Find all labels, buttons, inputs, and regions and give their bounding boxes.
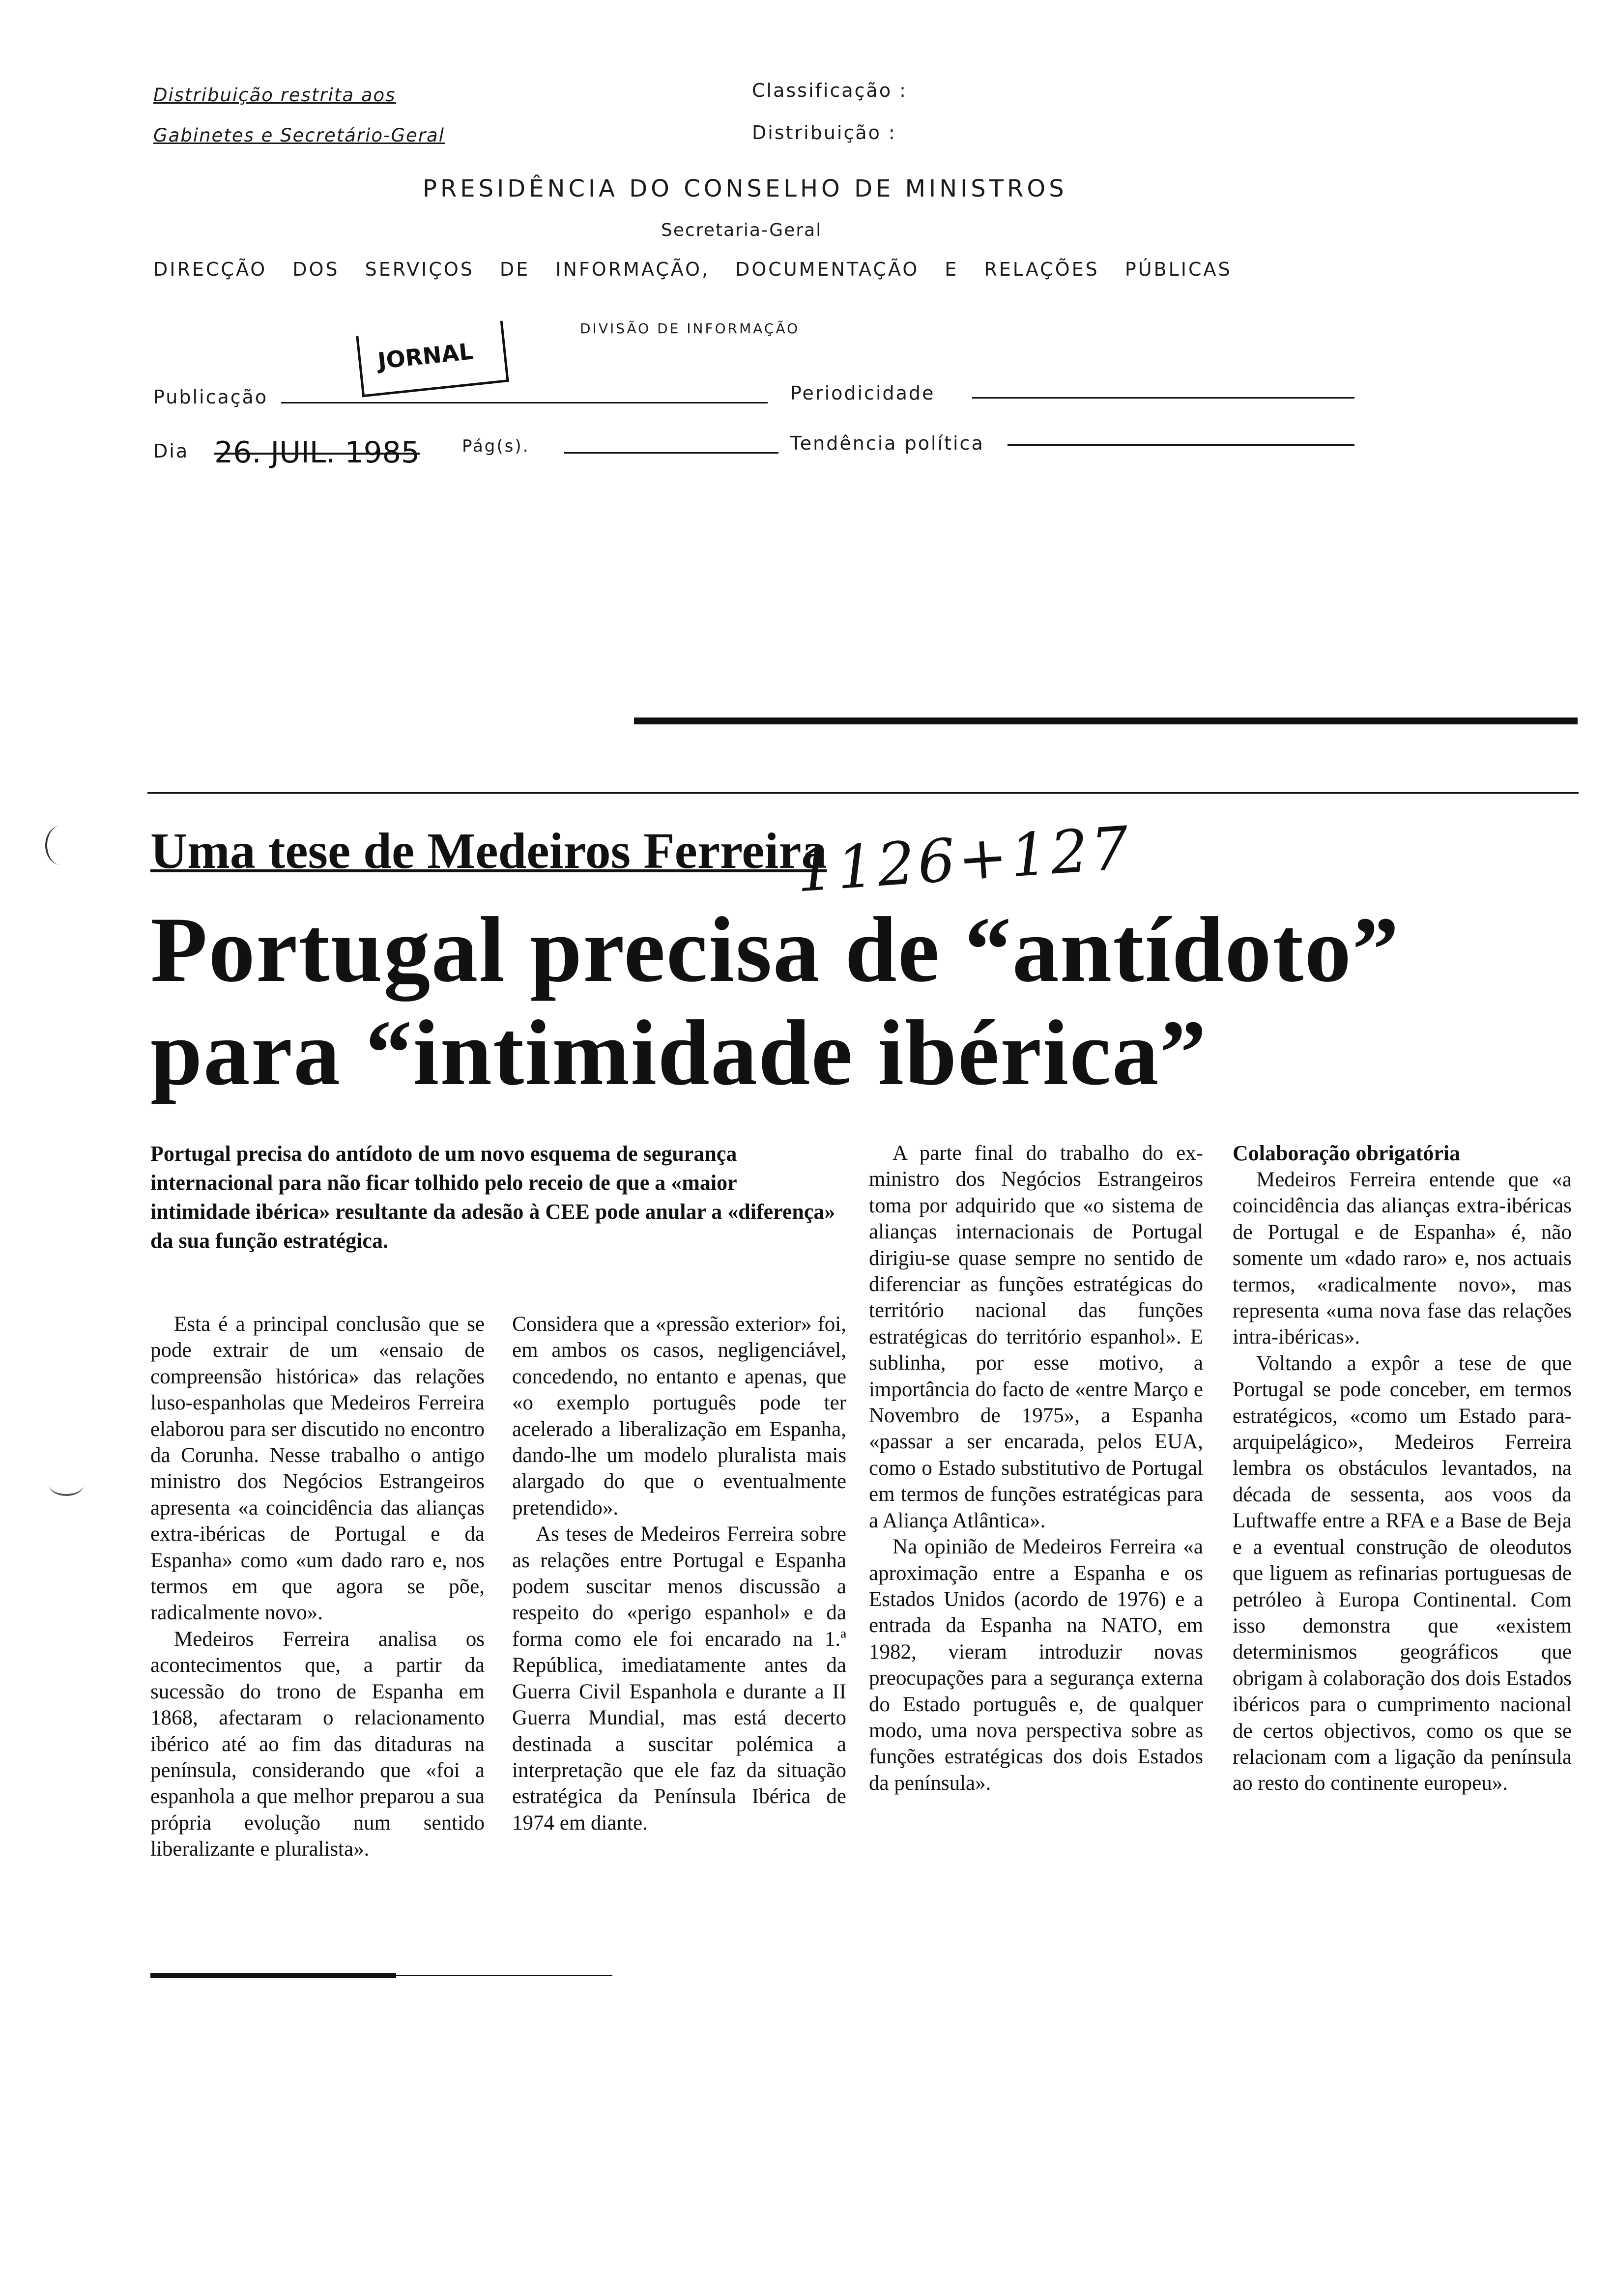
division-label: DIVISÃO DE INFORMAÇÃO [580, 320, 800, 337]
section-subheading: Colaboração obrigatória [1233, 1141, 1461, 1165]
publication-label: Publicação [153, 386, 268, 408]
article-column-4 [1233, 1140, 1572, 1797]
paragraph: Esta é a principal conclusão que se pode extrair de um «ensaio de compreensão histórica» das relações luso-espanholas que Medeiros Ferreira elaborou para ser discutido no encontro da Corunha. Nesse trabalho o antigo ministro dos Negócios Estrangeiros apresenta «a coincidência das alianças extra-ibéricas de Portugal e da Espanha» como «um dado raro e, nos termos em que agora se põe, radicalmente novo». [150, 1313, 485, 1625]
paragraph: Voltando a expôr a tese de que Portugal se pode conceber, em termos estratégicos, «como um Estado para-arquipelágico», Medeiros Ferreira lembra os obstáculos levantados, na década de sessenta, aos voos da Luftwaffe entre a RFA e a Base de Beja e a eventual construção de oleodutos que liguem as refinarias portuguesas de petróleo à Europa Continental. Com isso demonstra que «existem determinismos geográficos que obrigam à colaboração dos dois Estados ibéricos para o cumprimento nacional de certos objectivos, como os que se relacionam com a ligação da península ao resto do continente europeu». [1233, 1351, 1572, 1795]
directorate-label: DIRECÇÃO DOS SERVIÇOS DE INFORMAÇÃO, DOCUMENTAÇÃO E RELAÇÕES PÚBLICAS [153, 258, 1232, 280]
paragraph: As teses de Medeiros Ferreira sobre as relações entre Portugal e Espanha podem suscitar menos discussão a respeito do «perigo espanhol» e da forma como ele foi encarado na 1.ª República, imediatamente antes da Guerra Civil Espanhola e durante a II Guerra Mundial, mas está decerto destinada a suscitar polémica a interpretação que ele faz da situação estratégica da Península Ibérica de 1974 em diante. [512, 1522, 846, 1835]
paragraph: A parte final do trabalho do ex-ministro dos Negócios Estrangeiros toma por adquirido que «o sistema de alianças internacionais de Portugal dirigiu-se quase sempre no sentido de diferenciar as funções estratégicas do território nacional das funções estratégicas do território espanhol». E sublinha, por esse motivo, a importância do facto de «entre Março e Novembro de 1975», a Espanha «passar a ser encarada, pelos EUA, como o Estado substitutivo de Portugal em termos de funções estratégicas para a Aliança Atlântica». [869, 1142, 1203, 1532]
headline-line-1: Portugal precisa de “antídoto” [150, 898, 1400, 1002]
article-column-2 [512, 1311, 846, 1836]
punch-hole-mark [49, 1474, 84, 1496]
restriction-line-1: Distribuição restrita aos [153, 85, 396, 106]
end-rule-thin [396, 1975, 612, 1976]
punch-hole-mark [45, 826, 77, 865]
article-lead: Portugal precisa do antídoto de um novo esquema de segurança internacional para não ficar tolhido pelo receio de que a «maior intimidade ibérica» resultante da adesão à CEE pode anular a «diferença» da sua função estratégica. [150, 1142, 835, 1253]
paragraph: Medeiros Ferreira analisa os acontecimentos que, a partir da sucessão do trono de Espanha em 1868, afectaram o relacionamento ibérico até ao fim das ditaduras na península, considerando que «foi a espanhola a que melhor preparou a sua própria evolução num sentido liberalizante e pluralista». [150, 1627, 485, 1861]
periodicity-label: Periodicidade [790, 382, 935, 404]
separator-bar-thick [634, 718, 1578, 724]
separator-line [147, 792, 1579, 794]
publication-stamp-box [356, 321, 509, 398]
secretariat-label: Secretaria-Geral [661, 220, 822, 240]
political-tendency-label: Tendência política [790, 432, 984, 454]
handwritten-note: 1126+127 [794, 814, 1134, 906]
distribution-label: Distribuição : [752, 122, 896, 144]
day-label: Dia [153, 440, 189, 462]
headline-line-2: para “intimidade ibérica” [150, 1002, 1208, 1105]
periodicity-line [972, 397, 1354, 399]
publication-line [281, 402, 768, 403]
article-column-3 [869, 1140, 1203, 1796]
publication-stamp-text: JORNAL [376, 338, 475, 374]
paragraph: Medeiros Ferreira entende que «a coincidência das alianças extra-ibéricas de Portugal e de Espanha» é, não somente um «dado raro» e, nos actuais termos, «radicalmente novo», mas representa «uma nova fase das relações intra-ibéricas». [1233, 1168, 1572, 1349]
political-tendency-line [1008, 444, 1354, 446]
end-rule-thick [150, 1973, 396, 1978]
pages-label: Pág(s). [462, 436, 530, 456]
paragraph: Considera que a «pressão exterior» foi, em ambos os casos, negligenciável, concedendo, no entanto e apenas, que «o exemplo português pode ter acelerado a liberalização em Espanha, dando-lhe um modelo pluralista mais alargado do que o eventualmente pretendido». [512, 1313, 846, 1520]
day-value: 26. JUIL. 1985 [214, 435, 420, 470]
article-column-1 [150, 1311, 485, 1863]
article-kicker: Uma tese de Medeiros Ferreira [150, 823, 827, 879]
paragraph: Na opinião de Medeiros Ferreira «a aproximação entre a Espanha e os Estados Unidos (acordo de 1976) e a entrada da Espanha na NATO, em 1982, vieram introduzir novas preocupações para a segurança externa do Estado português e, de qualquer modo, uma nova perspectiva sobre as funções estratégicas dos dois Estados da península». [869, 1535, 1203, 1795]
restriction-line-2: Gabinetes e Secretário-Geral [153, 125, 445, 146]
org-name: PRESIDÊNCIA DO CONSELHO DE MINISTROS [423, 175, 1067, 202]
pages-line [564, 452, 778, 454]
classification-label: Classificação : [752, 80, 907, 101]
